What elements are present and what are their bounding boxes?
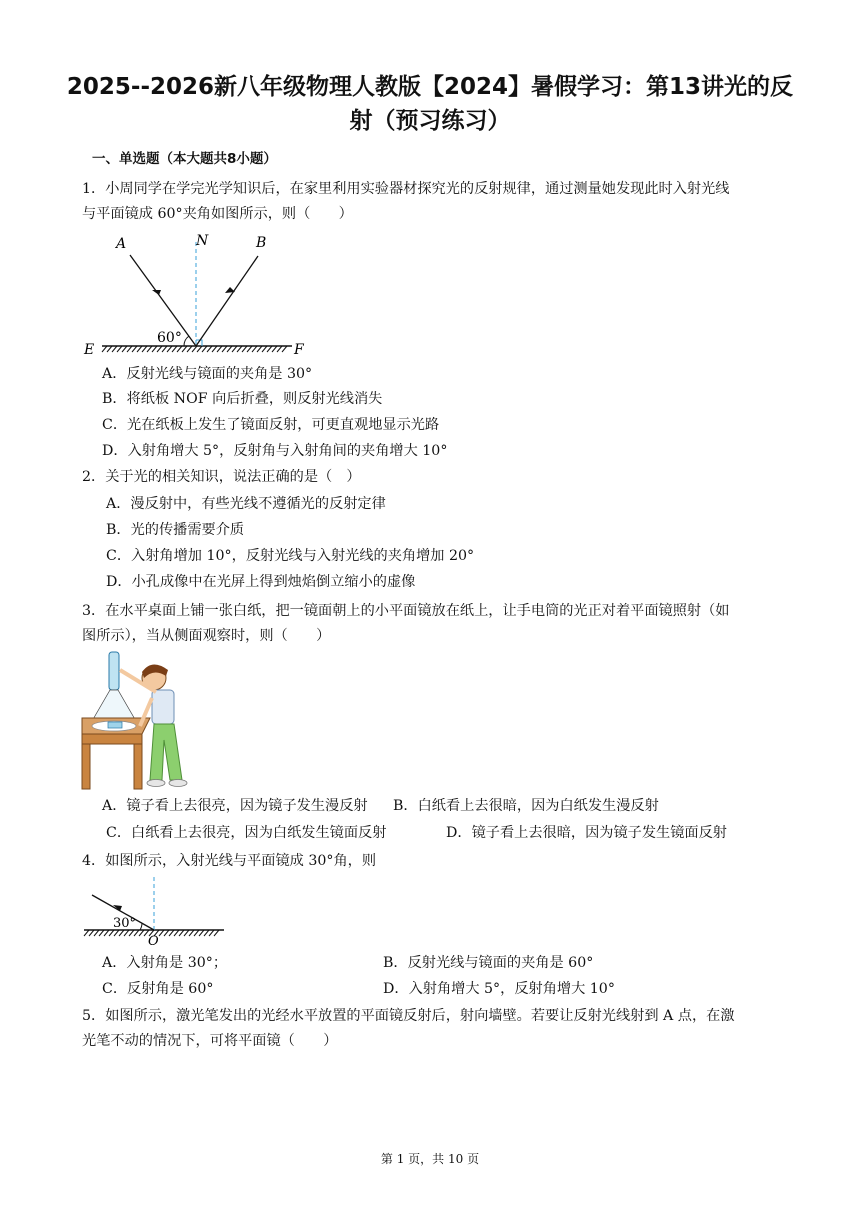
hatch-mark: [194, 930, 199, 936]
q2-option-a: A．漫反射中，有些光线不遵循光的反射定律: [106, 496, 386, 512]
page-title: [60, 70, 800, 138]
table-edge: [82, 734, 142, 744]
hatch-mark: [272, 346, 277, 352]
q4-option-b: B．反射光线与镜面的夹角是 60°: [383, 955, 594, 971]
reflected-ray: [196, 256, 258, 346]
question-1-figure: [80, 230, 320, 358]
flashlight-icon: [109, 652, 119, 690]
q4-option-c: C．反射角是 60°: [102, 981, 214, 997]
question-3-figure: [80, 648, 202, 790]
hatch-mark: [107, 346, 112, 352]
hatch-mark: [189, 930, 194, 936]
hatch-mark: [182, 346, 187, 352]
q3-option-c: C．白纸看上去很亮，因为白纸发生镜面反射: [106, 825, 387, 841]
hatch-mark: [199, 930, 204, 936]
question-5-stem: [82, 1004, 782, 1054]
question-5-line-1: 5．如图所示，激光笔发出的光经水平放置的平面镜反射后，射向墙壁。若要让反射光线射到 A 点，在激: [82, 1008, 735, 1024]
hatch-mark: [174, 930, 179, 936]
hatch-mark: [212, 346, 217, 352]
hatch-mark: [247, 346, 252, 352]
question-4-figure: [80, 873, 228, 947]
hatch-mark: [162, 346, 167, 352]
q3-option-b: B．白纸看上去很暗，因为白纸发生漫反射: [393, 798, 659, 814]
label-O: O: [148, 934, 159, 947]
section-heading: 一、单选题（本大题共8小题）: [92, 151, 277, 167]
hatch-mark: [262, 346, 267, 352]
q3-option-a: A．镜子看上去很亮，因为镜子发生漫反射: [102, 798, 368, 814]
hatch-mark: [157, 346, 162, 352]
question-1-line-2: 与平面镜成 60°夹角如图所示，则（ ）: [82, 206, 353, 222]
title-line-2: 射（预习练习）: [349, 108, 511, 134]
incident-arrow: [152, 290, 161, 295]
hatch-mark: [267, 346, 272, 352]
label-B: B: [256, 235, 267, 251]
hatch-mark: [137, 346, 142, 352]
hatch-mark: [164, 930, 169, 936]
boy-shirt: [152, 690, 174, 724]
hatch-mark: [207, 346, 212, 352]
small-mirror: [108, 722, 122, 728]
hatch-mark: [132, 346, 137, 352]
hatch-mark: [99, 930, 104, 936]
q3-option-d: D．镜子看上去很暗，因为镜子发生镜面反射: [446, 825, 727, 841]
label-F: F: [294, 342, 304, 358]
label-A: A: [116, 236, 127, 252]
hatch-mark: [147, 346, 152, 352]
hatch-mark: [197, 346, 202, 352]
q4-option-a: A．入射角是 30°；: [102, 955, 228, 971]
question-1-line-1: 1．小周同学在学完光学知识后，在家里利用实验器材探究光的反射规律，通过测量她发现此时入射光线: [82, 181, 730, 197]
question-3-line-1: 3．在水平桌面上铺一张白纸，把一镜面朝上的小平面镜放在纸上，让手电筒的光正对着平面镜照射（如: [82, 603, 730, 619]
boy-shoe-left: [147, 780, 165, 787]
hatch-mark: [252, 346, 257, 352]
table-leg-left: [82, 744, 90, 789]
hatch-mark: [209, 930, 214, 936]
label-N: N: [196, 233, 209, 249]
hatch-mark: [232, 346, 237, 352]
hatch-mark: [257, 346, 262, 352]
question-5-line-2: 光笔不动的情况下，可将平面镜（ ）: [82, 1033, 338, 1049]
hatch-mark: [222, 346, 227, 352]
hatch-mark: [217, 346, 222, 352]
hatch-mark: [102, 346, 107, 352]
hatch-mark: [214, 930, 219, 936]
hatch-mark: [122, 346, 127, 352]
hatch-mark: [184, 930, 189, 936]
label-angle-60: 60°: [157, 330, 182, 346]
hatch-mark: [152, 346, 157, 352]
boy-shoe-right: [169, 780, 187, 787]
hatch-mark: [169, 930, 174, 936]
angle-arc: [184, 336, 189, 346]
q1-option-d: D．入射角增大 5°，反射角与入射角间的夹角增大 10°: [102, 443, 448, 459]
mirror-hatching: [102, 346, 287, 352]
hatch-mark: [192, 346, 197, 352]
hatch-mark: [187, 346, 192, 352]
q1-option-b: B．将纸板 NOF 向后折叠，则反射光线消失: [102, 391, 383, 407]
hatch-mark: [139, 930, 144, 936]
q1-option-c: C．光在纸板上发生了镜面反射，可更直观地显示光路: [102, 417, 440, 433]
hatch-mark: [89, 930, 94, 936]
hatch-mark: [204, 930, 209, 936]
hatch-mark: [172, 346, 177, 352]
hatch-mark: [159, 930, 164, 936]
q2-option-b: B．光的传播需要介质: [106, 522, 245, 538]
question-3-line-2: 图所示），当从侧面观察时，则（ ）: [82, 628, 331, 644]
q4-option-d: D．入射角增大 5°，反射角增大 10°: [383, 981, 615, 997]
hatch-mark: [117, 346, 122, 352]
hatch-mark: [84, 930, 89, 936]
question-3-stem: [82, 599, 782, 649]
hatch-mark: [177, 346, 182, 352]
hatch-mark: [227, 346, 232, 352]
reflected-arrow: [225, 287, 235, 293]
label-angle-30: 30°: [113, 916, 137, 931]
hatch-mark: [242, 346, 247, 352]
angle-arc: [140, 923, 142, 930]
q2-option-d: D．小孔成像中在光屏上得到烛焰倒立缩小的虚像: [106, 574, 416, 590]
hatch-mark: [237, 346, 242, 352]
hatch-mark: [167, 346, 172, 352]
question-4-stem: 4．如图所示，入射光线与平面镜成 30°角，则: [82, 853, 377, 869]
hatch-mark: [179, 930, 184, 936]
hatch-mark: [104, 930, 109, 936]
label-E: E: [84, 342, 95, 358]
hatch-mark: [112, 346, 117, 352]
hatch-mark: [94, 930, 99, 936]
title-line-1: 2025--2026新八年级物理人教版【2024】暑假学习：第13讲光的反: [66, 74, 794, 100]
boy-trousers: [150, 724, 182, 780]
question-2-stem: 2．关于光的相关知识，说法正确的是（ ）: [82, 469, 361, 485]
page-footer: 第 1 页，共 10 页: [380, 1152, 480, 1166]
table-leg-right: [134, 744, 142, 789]
hatch-mark: [282, 346, 287, 352]
hatch-mark: [277, 346, 282, 352]
q1-option-a: A．反射光线与镜面的夹角是 30°: [102, 366, 313, 382]
hatch-mark: [127, 346, 132, 352]
hatch-mark: [142, 346, 147, 352]
question-1-stem: [82, 177, 782, 227]
hatch-mark: [202, 346, 207, 352]
q2-option-c: C．入射角增加 10°，反射光线与入射光线的夹角增加 20°: [106, 548, 475, 564]
